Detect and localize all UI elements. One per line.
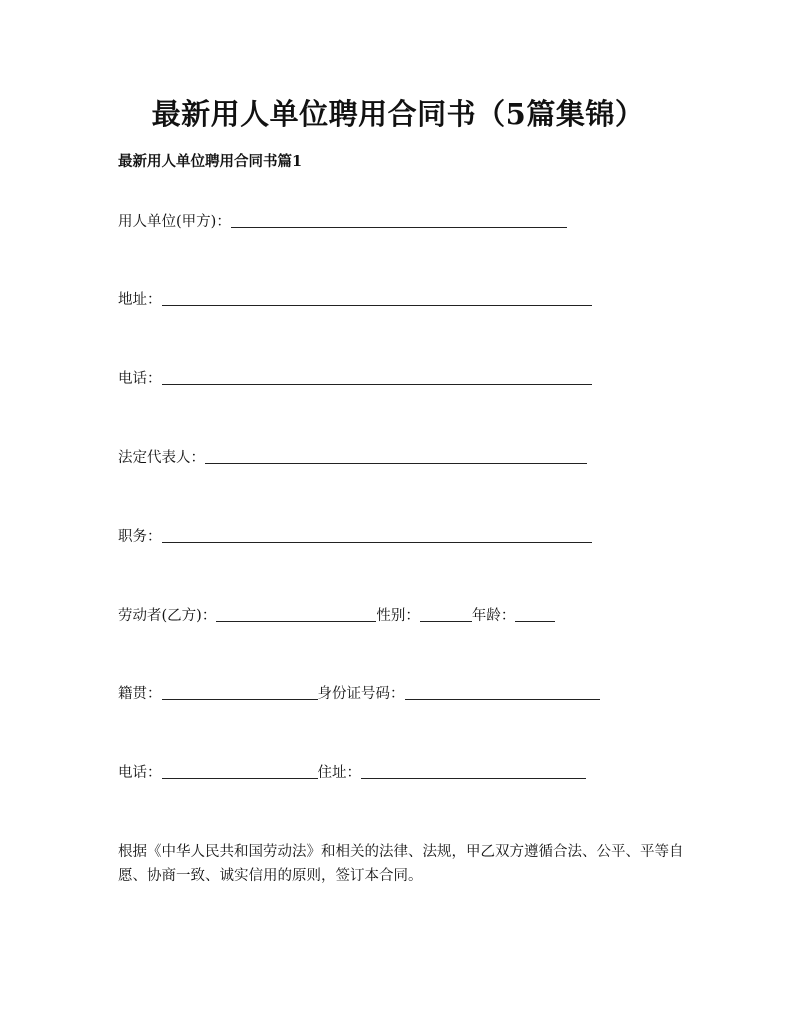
native-place-label: 籍贯： — [118, 686, 162, 702]
native-place-blank[interactable] — [162, 687, 318, 700]
phone2-blank[interactable] — [162, 766, 318, 779]
position-row — [118, 525, 592, 546]
employer-row — [118, 210, 567, 231]
phone-blank[interactable] — [162, 372, 592, 385]
legal-rep-label: 法定代表人： — [118, 450, 205, 466]
worker-blank[interactable] — [216, 609, 376, 622]
worker-label: 劳动者(乙方)： — [118, 608, 217, 624]
legal-rep-row — [118, 446, 587, 467]
age-label: 年龄： — [471, 608, 516, 624]
position-blank[interactable] — [162, 530, 592, 543]
phone2-row — [118, 761, 586, 782]
worker-row — [118, 604, 555, 625]
gender-label: 性别： — [376, 608, 420, 624]
id-number-blank[interactable] — [405, 687, 600, 700]
gender-blank[interactable] — [420, 609, 472, 622]
phone-label: 电话： — [118, 371, 162, 387]
residence-label: 住址： — [317, 765, 361, 781]
intro-paragraph: 根据《中华人民共和国劳动法》和相关的法律、法规，甲乙双方遵循合法、公平、平等自愿、协商一致、诚实信用的原则，签订本合同。 — [118, 844, 684, 884]
address-row — [118, 288, 592, 309]
native-place-row — [118, 682, 600, 703]
legal-rep-blank[interactable] — [205, 451, 587, 464]
position-label: 职务： — [118, 529, 162, 545]
address-blank[interactable] — [162, 293, 592, 306]
phone2-label: 电话： — [118, 765, 162, 781]
employer-label: 用人单位(甲方)： — [118, 214, 231, 230]
residence-blank[interactable] — [361, 766, 586, 779]
age-blank[interactable] — [515, 609, 555, 622]
section-heading: 最新用人单位聘用合同书篇1 — [118, 153, 303, 170]
id-number-label: 身份证号码： — [317, 686, 405, 702]
employer-blank[interactable] — [231, 215, 567, 228]
phone-row — [118, 367, 592, 388]
document-title: 最新用人单位聘用合同书（5篇集锦） — [151, 97, 645, 131]
address-label: 地址： — [118, 292, 162, 308]
